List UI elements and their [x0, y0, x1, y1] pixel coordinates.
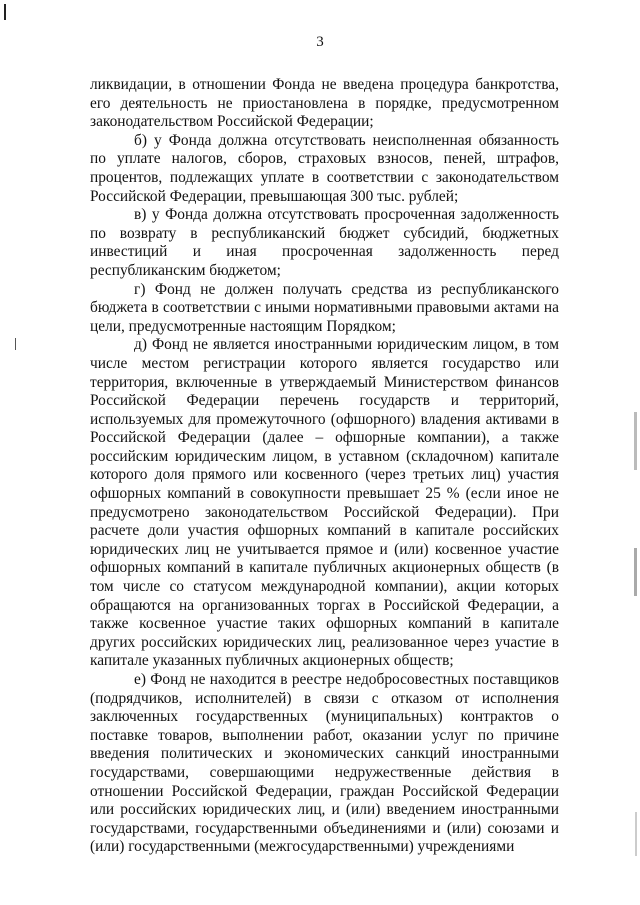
paragraph-b: б) у Фонда должна отсутствовать неисполненная обязанность по уплате налогов, сборов, страховых взносов, пеней, штрафов, процентов, подлежащих уплате в соответствии с законодательством Российской Федерации, превышающая 300 тыс. рублей; — [90, 131, 559, 205]
scan-edge-mark — [4, 4, 6, 20]
paragraph-continuation: ликвидации, в отношении Фонда не введена процедура банкротства, его деятельность не приостановлена в порядке, предусмотренном законодательством Российской Федерации; — [90, 76, 559, 131]
paragraph-e: е) Фонд не находится в реестре недобросовестных поставщиков (подрядчиков, исполнителей) в связи с отказом от исполнения заключенных государственных (муниципальных) контрактов о поставке товаров, выполнении работ, оказании услуг по причине введения политических и экономических санкций иностранными государствами, совершающими недружественные действия в отношении Российской Федерации, граждан Российской Федерации или российских юридических лиц, и (или) введением иностранными государствами, государственными объединениями и (или) союзами и (или) государственными (межгосударственными) учреждениями — [90, 671, 559, 856]
paragraph-g: г) Фонд не должен получать средства из республиканского бюджета в соответствии с иными нормативными правовыми актами на цели, предусмотренные настоящим Порядком; — [90, 280, 559, 335]
scan-edge-mark — [635, 812, 637, 856]
scan-edge-mark — [634, 548, 637, 596]
page-number: 3 — [316, 34, 324, 50]
scan-edge-mark — [15, 338, 16, 350]
paragraph-d: д) Фонд не является иностранными юридическим лицом, в том числе местом регистрации которого является государство или территория, включенные в утверждаемый Министерством финансов Российской Федерации перечень государств и территорий, используемых для промежуточного (офшорного) владения активами в Российской Федерации (далее – офшорные компании), а также российским юридическим лицом, в уставном (складочном) капитале которого доля прямого или косвенного (через третьих лиц) участия офшорных компаний в совокупности превышает 25 % (если иное не предусмотрено законодательством Российской Федерации). При расчете доли участия офшорных компаний в капитале российских юридических лиц не учитывается прямое и (или) косвенное участие офшорных компаний в капитале публичных акционерных обществ (в том числе со статусом международной компании), акции которых обращаются на организованных торгах в Российской Федерации, а также косвенное участие таких офшорных компаний в капитале других российских юридических лиц, реализованное через участие в капитале указанных публичных акционерных обществ; — [90, 336, 559, 670]
document-body — [90, 76, 559, 857]
paragraph-v: в) у Фонда должна отсутствовать просроченная задолженность по возврату в республиканский бюджет субсидий, бюджетных инвестиций и иная просроченная задолженность перед республиканским бюджетом; — [90, 206, 559, 279]
scan-edge-mark — [634, 412, 637, 470]
